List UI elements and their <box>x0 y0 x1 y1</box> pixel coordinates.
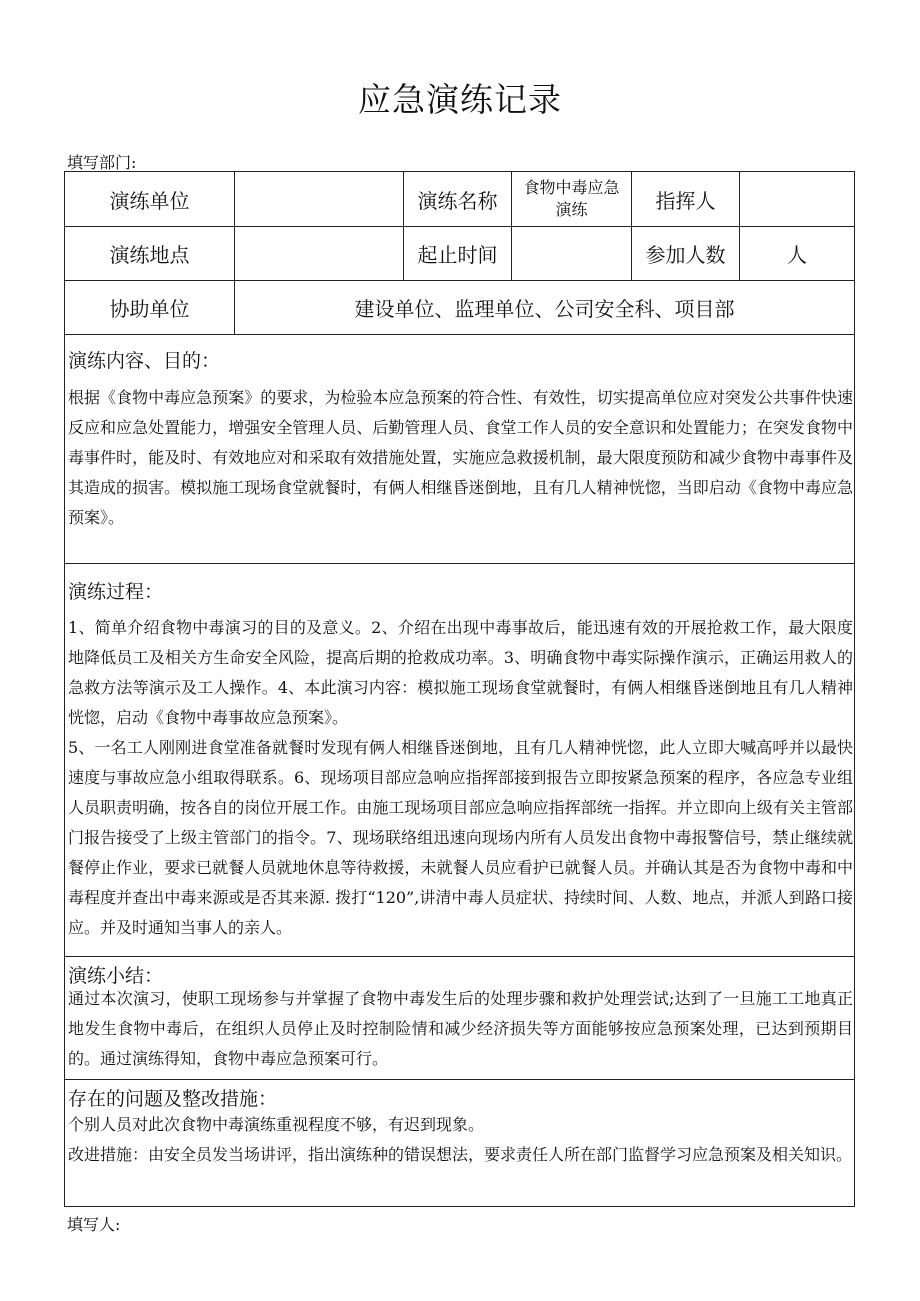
unit-label: 演练单位 <box>109 188 190 213</box>
process-heading: 演练过程： <box>68 581 164 603</box>
issues-line-2: 改进措施：由安全员发当场讲评，指出演练种的错误想法，要求责任人所在部门监督学习应急预案及相关知识。 <box>68 1145 853 1164</box>
content-heading: 演练内容、目的： <box>68 350 221 372</box>
location-value <box>235 227 403 280</box>
department-label: 填写部门: <box>67 153 137 172</box>
unit-value <box>235 172 403 226</box>
drill-name-label: 演练名称 <box>417 188 498 213</box>
issues-text <box>68 1110 853 1170</box>
commander-label: 指挥人 <box>655 188 716 213</box>
record-table <box>64 171 855 1207</box>
summary-text: 通过本次演习，使职工现场参与并掌握了食物中毒发生后的处理步骤和救护处理尝试;达到了一旦施工工地真正地发生食物中毒后，在组织人员停止及时控制险情和减少经济损失等方面能够按应急预案处理，已达到预期目的。通过演练得知，食物中毒应急预案可行。 <box>68 989 853 1068</box>
content-text: 根据《食物中毒应急预案》的要求，为检验本应急预案的符合性、有效性，切实提高单位应对突发公共事件快速反应和应急处置能力，增强安全管理人员、后勤管理人员、食堂工作人员的安全意识和处置能力；在突发食物中毒事件时，能及时、有效地应对和采取有效措施处置，实施应急救援机制，最大限度预防和减少食物中毒事件及其造成的损害。模拟施工现场食堂就餐时，有俩人相继昏迷倒地，且有几人精神恍惚，当即启动《食物中毒应急预案》。 <box>68 388 853 527</box>
time-label: 起止时间 <box>417 243 498 267</box>
drill-name-value: 食物中毒应急演练 <box>523 178 620 219</box>
participants-label: 参加人数 <box>645 243 726 267</box>
process-text <box>68 613 853 943</box>
issues-heading: 存在的问题及整改措施： <box>68 1088 278 1110</box>
commander-value <box>740 172 854 226</box>
section-divider <box>65 956 854 957</box>
process-paragraph-1: 1、简单介绍食物中毒演习的目的及意义。2、介绍在出现中毒事故后，能迅速有效的开展抢救工作，最大限度地降低员工及相关方生命安全风险，提高后期的抢救成功率。3、明确食物中毒实际操作演示，正确运用救人的急救方法等演示及工人操作。4、本此演习内容：模拟施工现场食堂就餐时，有俩人相继昏迷倒地且有几人精神恍惚，启动《食物中毒事故应急预案》。 <box>68 618 853 727</box>
section-divider <box>65 563 854 564</box>
filler-label: 填写人: <box>67 1215 121 1234</box>
summary-heading: 演练小结： <box>68 965 164 987</box>
page-title: 应急演练记录 <box>358 80 562 119</box>
time-value <box>512 227 631 280</box>
location-label: 演练地点 <box>109 243 190 267</box>
issues-line-1: 个别人员对此次食物中毒演练重视程度不够，有迟到现象。 <box>68 1115 485 1134</box>
participants-value: 人 <box>787 243 807 267</box>
assist-label: 协助单位 <box>109 297 190 321</box>
process-paragraph-2: 5、一名工人刚刚进食堂准备就餐时发现有俩人相继昏迷倒地，且有几人精神恍惚，此人立即大喊高呼并以最快速度与事故应急小组取得联系。6、现场项目部应急响应指挥部接到报告立即按紧急预案的程序，各应急专业组人员职责明确，按各自的岗位开展工作。由施工现场项目部应急响应指挥部统一指挥。并立即向上级有关主管部门报告接受了上级主管部门的指令。7、现场联络组迅速向现场内所有人员发出食物中毒报警信号，禁止继续就餐停止作业，要求已就餐人员就地休息等待救援，未就餐人员应看护已就餐人员。并确认其是否为食物中毒和中毒程度并查出中毒来源或是否其来源. 拨打“120”,讲清中毒人员症状、持续时间、人数、地点，并派人到路口接应。并及时通知当事人的亲人。 <box>68 738 853 937</box>
assist-value: 建设单位、监理单位、公司安全科、项目部 <box>354 297 735 321</box>
row-divider <box>65 334 854 335</box>
section-divider <box>65 1079 854 1080</box>
